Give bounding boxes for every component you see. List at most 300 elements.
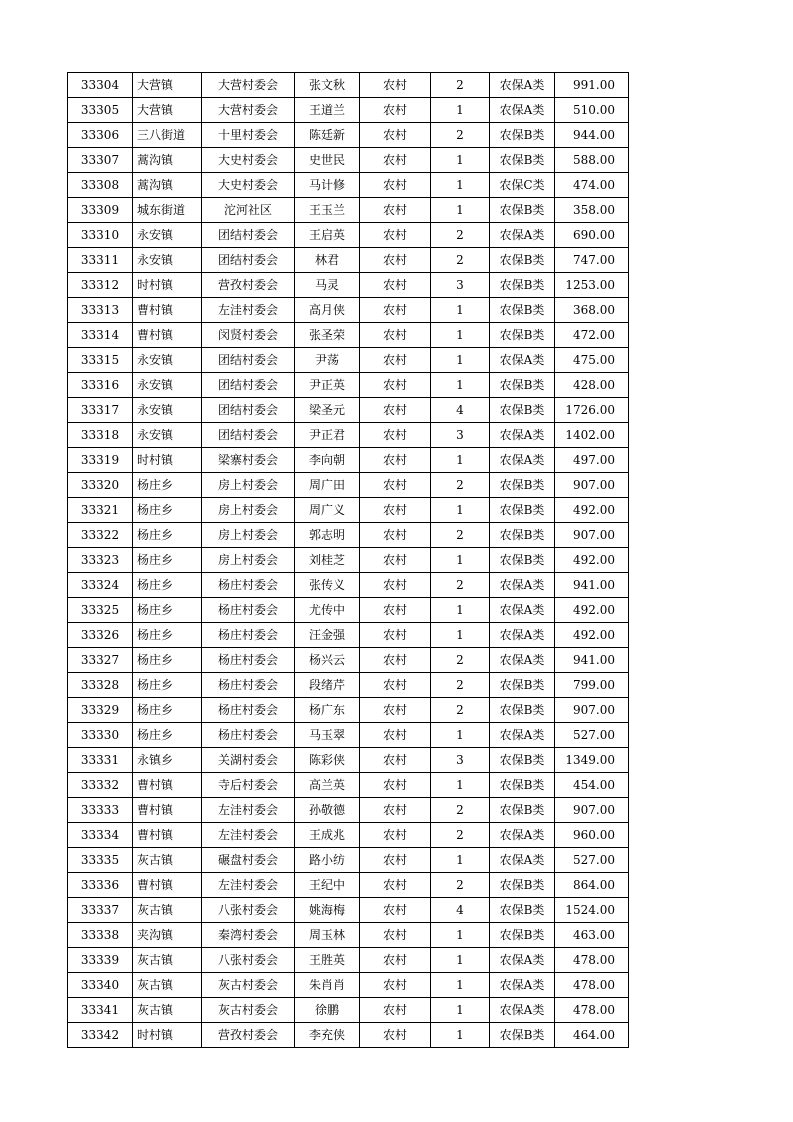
amount-cell: 907.00 [555, 473, 629, 498]
village-cell: 秦湾村委会 [202, 923, 295, 948]
table-row [68, 573, 629, 598]
record-id-cell: 33322 [68, 523, 133, 548]
amount-cell: 991.00 [555, 73, 629, 98]
village-cell: 杨庄村委会 [202, 698, 295, 723]
count-cell: 3 [431, 273, 490, 298]
name-cell: 王道兰 [295, 98, 360, 123]
town-cell: 灰古镇 [133, 973, 202, 998]
amount-cell: 1402.00 [555, 423, 629, 448]
town-cell: 蒿沟镇 [133, 173, 202, 198]
town-cell: 曹村镇 [133, 298, 202, 323]
area-type-cell: 农村 [360, 773, 431, 798]
category-cell: 农保A类 [490, 573, 555, 598]
town-cell: 时村镇 [133, 448, 202, 473]
village-cell: 大营村委会 [202, 73, 295, 98]
town-cell: 永安镇 [133, 223, 202, 248]
name-cell: 马灵 [295, 273, 360, 298]
name-cell: 朱肖肖 [295, 973, 360, 998]
record-id-cell: 33331 [68, 748, 133, 773]
category-cell: 农保A类 [490, 648, 555, 673]
amount-cell: 907.00 [555, 798, 629, 823]
table-row [68, 273, 629, 298]
name-cell: 马计修 [295, 173, 360, 198]
table-row [68, 1023, 629, 1048]
count-cell: 2 [431, 873, 490, 898]
table-row [68, 348, 629, 373]
table-row [68, 848, 629, 873]
count-cell: 1 [431, 498, 490, 523]
area-type-cell: 农村 [360, 448, 431, 473]
town-cell: 蒿沟镇 [133, 148, 202, 173]
name-cell: 尹正君 [295, 423, 360, 448]
area-type-cell: 农村 [360, 248, 431, 273]
category-cell: 农保B类 [490, 473, 555, 498]
village-cell: 八张村委会 [202, 948, 295, 973]
village-cell: 团结村委会 [202, 248, 295, 273]
town-cell: 灰古镇 [133, 848, 202, 873]
count-cell: 1 [431, 373, 490, 398]
amount-cell: 510.00 [555, 98, 629, 123]
record-id-cell: 33308 [68, 173, 133, 198]
village-cell: 房上村委会 [202, 473, 295, 498]
town-cell: 杨庄乡 [133, 673, 202, 698]
count-cell: 2 [431, 248, 490, 273]
town-cell: 夹沟镇 [133, 923, 202, 948]
name-cell: 徐鹏 [295, 998, 360, 1023]
area-type-cell: 农村 [360, 798, 431, 823]
record-id-cell: 33328 [68, 673, 133, 698]
record-id-cell: 33336 [68, 873, 133, 898]
category-cell: 农保A类 [490, 848, 555, 873]
village-cell: 杨庄村委会 [202, 673, 295, 698]
name-cell: 路小纺 [295, 848, 360, 873]
area-type-cell: 农村 [360, 98, 431, 123]
count-cell: 2 [431, 573, 490, 598]
village-cell: 大史村委会 [202, 173, 295, 198]
area-type-cell: 农村 [360, 948, 431, 973]
town-cell: 三八街道 [133, 123, 202, 148]
count-cell: 1 [431, 848, 490, 873]
name-cell: 史世民 [295, 148, 360, 173]
category-cell: 农保A类 [490, 98, 555, 123]
record-id-cell: 33326 [68, 623, 133, 648]
name-cell: 尹荡 [295, 348, 360, 373]
amount-cell: 527.00 [555, 848, 629, 873]
record-id-cell: 33317 [68, 398, 133, 423]
count-cell: 1 [431, 598, 490, 623]
amount-cell: 492.00 [555, 498, 629, 523]
area-type-cell: 农村 [360, 1023, 431, 1048]
category-cell: 农保B类 [490, 523, 555, 548]
count-cell: 1 [431, 723, 490, 748]
village-cell: 左洼村委会 [202, 823, 295, 848]
table-row [68, 748, 629, 773]
count-cell: 2 [431, 798, 490, 823]
table-row [68, 648, 629, 673]
category-cell: 农保A类 [490, 973, 555, 998]
record-id-cell: 33324 [68, 573, 133, 598]
name-cell: 段绪芹 [295, 673, 360, 698]
area-type-cell: 农村 [360, 973, 431, 998]
town-cell: 杨庄乡 [133, 523, 202, 548]
amount-cell: 1349.00 [555, 748, 629, 773]
record-id-cell: 33332 [68, 773, 133, 798]
village-cell: 团结村委会 [202, 398, 295, 423]
count-cell: 2 [431, 123, 490, 148]
name-cell: 陈廷新 [295, 123, 360, 148]
category-cell: 农保A类 [490, 598, 555, 623]
record-id-cell: 33337 [68, 898, 133, 923]
record-id-cell: 33319 [68, 448, 133, 473]
village-cell: 寺后村委会 [202, 773, 295, 798]
amount-cell: 1253.00 [555, 273, 629, 298]
category-cell: 农保A类 [490, 998, 555, 1023]
area-type-cell: 农村 [360, 148, 431, 173]
category-cell: 农保A类 [490, 823, 555, 848]
amount-cell: 492.00 [555, 548, 629, 573]
amount-cell: 368.00 [555, 298, 629, 323]
record-id-cell: 33325 [68, 598, 133, 623]
amount-cell: 428.00 [555, 373, 629, 398]
name-cell: 周广义 [295, 498, 360, 523]
count-cell: 1 [431, 623, 490, 648]
name-cell: 郭志明 [295, 523, 360, 548]
village-cell: 八张村委会 [202, 898, 295, 923]
amount-cell: 864.00 [555, 873, 629, 898]
village-cell: 团结村委会 [202, 373, 295, 398]
town-cell: 永安镇 [133, 398, 202, 423]
record-id-cell: 33321 [68, 498, 133, 523]
amount-cell: 1726.00 [555, 398, 629, 423]
amount-cell: 358.00 [555, 198, 629, 223]
category-cell: 农保A类 [490, 423, 555, 448]
town-cell: 时村镇 [133, 1023, 202, 1048]
village-cell: 杨庄村委会 [202, 573, 295, 598]
count-cell: 2 [431, 648, 490, 673]
category-cell: 农保B类 [490, 273, 555, 298]
name-cell: 梁圣元 [295, 398, 360, 423]
name-cell: 孙敬德 [295, 798, 360, 823]
town-cell: 永安镇 [133, 248, 202, 273]
data-table [67, 72, 629, 1048]
record-id-cell: 33318 [68, 423, 133, 448]
village-cell: 杨庄村委会 [202, 648, 295, 673]
table-row [68, 798, 629, 823]
record-id-cell: 33341 [68, 998, 133, 1023]
table-row [68, 548, 629, 573]
table-row [68, 523, 629, 548]
area-type-cell: 农村 [360, 323, 431, 348]
name-cell: 林君 [295, 248, 360, 273]
town-cell: 永安镇 [133, 348, 202, 373]
count-cell: 2 [431, 473, 490, 498]
area-type-cell: 农村 [360, 298, 431, 323]
table-row [68, 623, 629, 648]
name-cell: 尹正英 [295, 373, 360, 398]
count-cell: 1 [431, 923, 490, 948]
category-cell: 农保B类 [490, 198, 555, 223]
table-row [68, 198, 629, 223]
count-cell: 1 [431, 448, 490, 473]
table-row [68, 173, 629, 198]
village-cell: 沱河社区 [202, 198, 295, 223]
table-row [68, 73, 629, 98]
record-id-cell: 33313 [68, 298, 133, 323]
village-cell: 团结村委会 [202, 223, 295, 248]
category-cell: 农保A类 [490, 448, 555, 473]
amount-cell: 941.00 [555, 648, 629, 673]
amount-cell: 944.00 [555, 123, 629, 148]
amount-cell: 478.00 [555, 998, 629, 1023]
town-cell: 城东街道 [133, 198, 202, 223]
amount-cell: 960.00 [555, 823, 629, 848]
area-type-cell: 农村 [360, 598, 431, 623]
record-id-cell: 33335 [68, 848, 133, 873]
village-cell: 梁寨村委会 [202, 448, 295, 473]
area-type-cell: 农村 [360, 223, 431, 248]
table-row [68, 248, 629, 273]
category-cell: 农保B类 [490, 748, 555, 773]
table-row [68, 398, 629, 423]
village-cell: 碾盘村委会 [202, 848, 295, 873]
town-cell: 曹村镇 [133, 798, 202, 823]
category-cell: 农保A类 [490, 348, 555, 373]
area-type-cell: 农村 [360, 123, 431, 148]
amount-cell: 463.00 [555, 923, 629, 948]
area-type-cell: 农村 [360, 898, 431, 923]
table-row [68, 423, 629, 448]
category-cell: 农保B类 [490, 123, 555, 148]
count-cell: 1 [431, 548, 490, 573]
name-cell: 高月侠 [295, 298, 360, 323]
table-row [68, 823, 629, 848]
village-cell: 左洼村委会 [202, 798, 295, 823]
record-id-cell: 33333 [68, 798, 133, 823]
category-cell: 农保B类 [490, 798, 555, 823]
town-cell: 杨庄乡 [133, 698, 202, 723]
table-row [68, 948, 629, 973]
record-id-cell: 33314 [68, 323, 133, 348]
record-id-cell: 33334 [68, 823, 133, 848]
category-cell: 农保A类 [490, 623, 555, 648]
area-type-cell: 农村 [360, 498, 431, 523]
count-cell: 1 [431, 348, 490, 373]
village-cell: 房上村委会 [202, 548, 295, 573]
name-cell: 刘桂芝 [295, 548, 360, 573]
category-cell: 农保B类 [490, 923, 555, 948]
table-row [68, 473, 629, 498]
town-cell: 灰古镇 [133, 948, 202, 973]
category-cell: 农保B类 [490, 148, 555, 173]
name-cell: 周玉林 [295, 923, 360, 948]
count-cell: 2 [431, 823, 490, 848]
name-cell: 王玉兰 [295, 198, 360, 223]
town-cell: 杨庄乡 [133, 573, 202, 598]
table-row [68, 373, 629, 398]
town-cell: 灰古镇 [133, 898, 202, 923]
town-cell: 大营镇 [133, 73, 202, 98]
area-type-cell: 农村 [360, 173, 431, 198]
table-row [68, 673, 629, 698]
area-type-cell: 农村 [360, 548, 431, 573]
area-type-cell: 农村 [360, 73, 431, 98]
village-cell: 团结村委会 [202, 423, 295, 448]
category-cell: 农保A类 [490, 723, 555, 748]
area-type-cell: 农村 [360, 998, 431, 1023]
table-row [68, 773, 629, 798]
town-cell: 曹村镇 [133, 873, 202, 898]
town-cell: 永镇乡 [133, 748, 202, 773]
category-cell: 农保B类 [490, 373, 555, 398]
village-cell: 杨庄村委会 [202, 598, 295, 623]
name-cell: 姚海梅 [295, 898, 360, 923]
village-cell: 十里村委会 [202, 123, 295, 148]
area-type-cell: 农村 [360, 673, 431, 698]
count-cell: 2 [431, 523, 490, 548]
record-id-cell: 33316 [68, 373, 133, 398]
town-cell: 灰古镇 [133, 998, 202, 1023]
amount-cell: 588.00 [555, 148, 629, 173]
count-cell: 1 [431, 98, 490, 123]
category-cell: 农保A类 [490, 223, 555, 248]
area-type-cell: 农村 [360, 373, 431, 398]
record-id-cell: 33330 [68, 723, 133, 748]
town-cell: 曹村镇 [133, 823, 202, 848]
table-row [68, 898, 629, 923]
area-type-cell: 农村 [360, 698, 431, 723]
village-cell: 灰古村委会 [202, 998, 295, 1023]
amount-cell: 454.00 [555, 773, 629, 798]
town-cell: 大营镇 [133, 98, 202, 123]
table-row [68, 498, 629, 523]
count-cell: 1 [431, 998, 490, 1023]
amount-cell: 941.00 [555, 573, 629, 598]
count-cell: 1 [431, 948, 490, 973]
record-id-cell: 33312 [68, 273, 133, 298]
amount-cell: 492.00 [555, 623, 629, 648]
area-type-cell: 农村 [360, 923, 431, 948]
table-row [68, 223, 629, 248]
village-cell: 营孜村委会 [202, 273, 295, 298]
name-cell: 杨广东 [295, 698, 360, 723]
name-cell: 张圣荣 [295, 323, 360, 348]
name-cell: 王成兆 [295, 823, 360, 848]
count-cell: 1 [431, 973, 490, 998]
area-type-cell: 农村 [360, 648, 431, 673]
table-row [68, 923, 629, 948]
record-id-cell: 33310 [68, 223, 133, 248]
village-cell: 杨庄村委会 [202, 623, 295, 648]
count-cell: 2 [431, 673, 490, 698]
count-cell: 4 [431, 898, 490, 923]
village-cell: 团结村委会 [202, 348, 295, 373]
amount-cell: 527.00 [555, 723, 629, 748]
name-cell: 王纪中 [295, 873, 360, 898]
count-cell: 1 [431, 1023, 490, 1048]
count-cell: 1 [431, 323, 490, 348]
amount-cell: 464.00 [555, 1023, 629, 1048]
record-id-cell: 33329 [68, 698, 133, 723]
table-row [68, 998, 629, 1023]
area-type-cell: 农村 [360, 473, 431, 498]
town-cell: 曹村镇 [133, 323, 202, 348]
category-cell: 农保B类 [490, 498, 555, 523]
town-cell: 永安镇 [133, 373, 202, 398]
record-id-cell: 33311 [68, 248, 133, 273]
name-cell: 王胜英 [295, 948, 360, 973]
count-cell: 1 [431, 173, 490, 198]
amount-cell: 478.00 [555, 948, 629, 973]
count-cell: 4 [431, 398, 490, 423]
category-cell: 农保B类 [490, 773, 555, 798]
name-cell: 高兰英 [295, 773, 360, 798]
category-cell: 农保A类 [490, 948, 555, 973]
amount-cell: 492.00 [555, 598, 629, 623]
village-cell: 关湖村委会 [202, 748, 295, 773]
village-cell: 灰古村委会 [202, 973, 295, 998]
name-cell: 李向朝 [295, 448, 360, 473]
category-cell: 农保B类 [490, 398, 555, 423]
area-type-cell: 农村 [360, 398, 431, 423]
table-row [68, 973, 629, 998]
area-type-cell: 农村 [360, 848, 431, 873]
category-cell: 农保B类 [490, 873, 555, 898]
amount-cell: 1524.00 [555, 898, 629, 923]
count-cell: 2 [431, 223, 490, 248]
town-cell: 杨庄乡 [133, 498, 202, 523]
table-row [68, 698, 629, 723]
amount-cell: 747.00 [555, 248, 629, 273]
table-row [68, 323, 629, 348]
name-cell: 李充侠 [295, 1023, 360, 1048]
town-cell: 杨庄乡 [133, 548, 202, 573]
table-row [68, 873, 629, 898]
count-cell: 1 [431, 298, 490, 323]
name-cell: 尤传中 [295, 598, 360, 623]
count-cell: 1 [431, 198, 490, 223]
village-cell: 营孜村委会 [202, 1023, 295, 1048]
town-cell: 杨庄乡 [133, 473, 202, 498]
village-cell: 大史村委会 [202, 148, 295, 173]
name-cell: 周广田 [295, 473, 360, 498]
table-body [68, 73, 629, 1048]
village-cell: 房上村委会 [202, 523, 295, 548]
area-type-cell: 农村 [360, 573, 431, 598]
area-type-cell: 农村 [360, 623, 431, 648]
area-type-cell: 农村 [360, 423, 431, 448]
name-cell: 杨兴云 [295, 648, 360, 673]
town-cell: 杨庄乡 [133, 723, 202, 748]
area-type-cell: 农村 [360, 198, 431, 223]
category-cell: 农保B类 [490, 1023, 555, 1048]
record-id-cell: 33339 [68, 948, 133, 973]
table-row [68, 298, 629, 323]
amount-cell: 799.00 [555, 673, 629, 698]
area-type-cell: 农村 [360, 723, 431, 748]
count-cell: 1 [431, 773, 490, 798]
amount-cell: 907.00 [555, 523, 629, 548]
town-cell: 曹村镇 [133, 773, 202, 798]
amount-cell: 497.00 [555, 448, 629, 473]
area-type-cell: 农村 [360, 523, 431, 548]
name-cell: 马玉翠 [295, 723, 360, 748]
village-cell: 杨庄村委会 [202, 723, 295, 748]
category-cell: 农保B类 [490, 298, 555, 323]
record-id-cell: 33338 [68, 923, 133, 948]
amount-cell: 472.00 [555, 323, 629, 348]
count-cell: 2 [431, 698, 490, 723]
area-type-cell: 农村 [360, 748, 431, 773]
